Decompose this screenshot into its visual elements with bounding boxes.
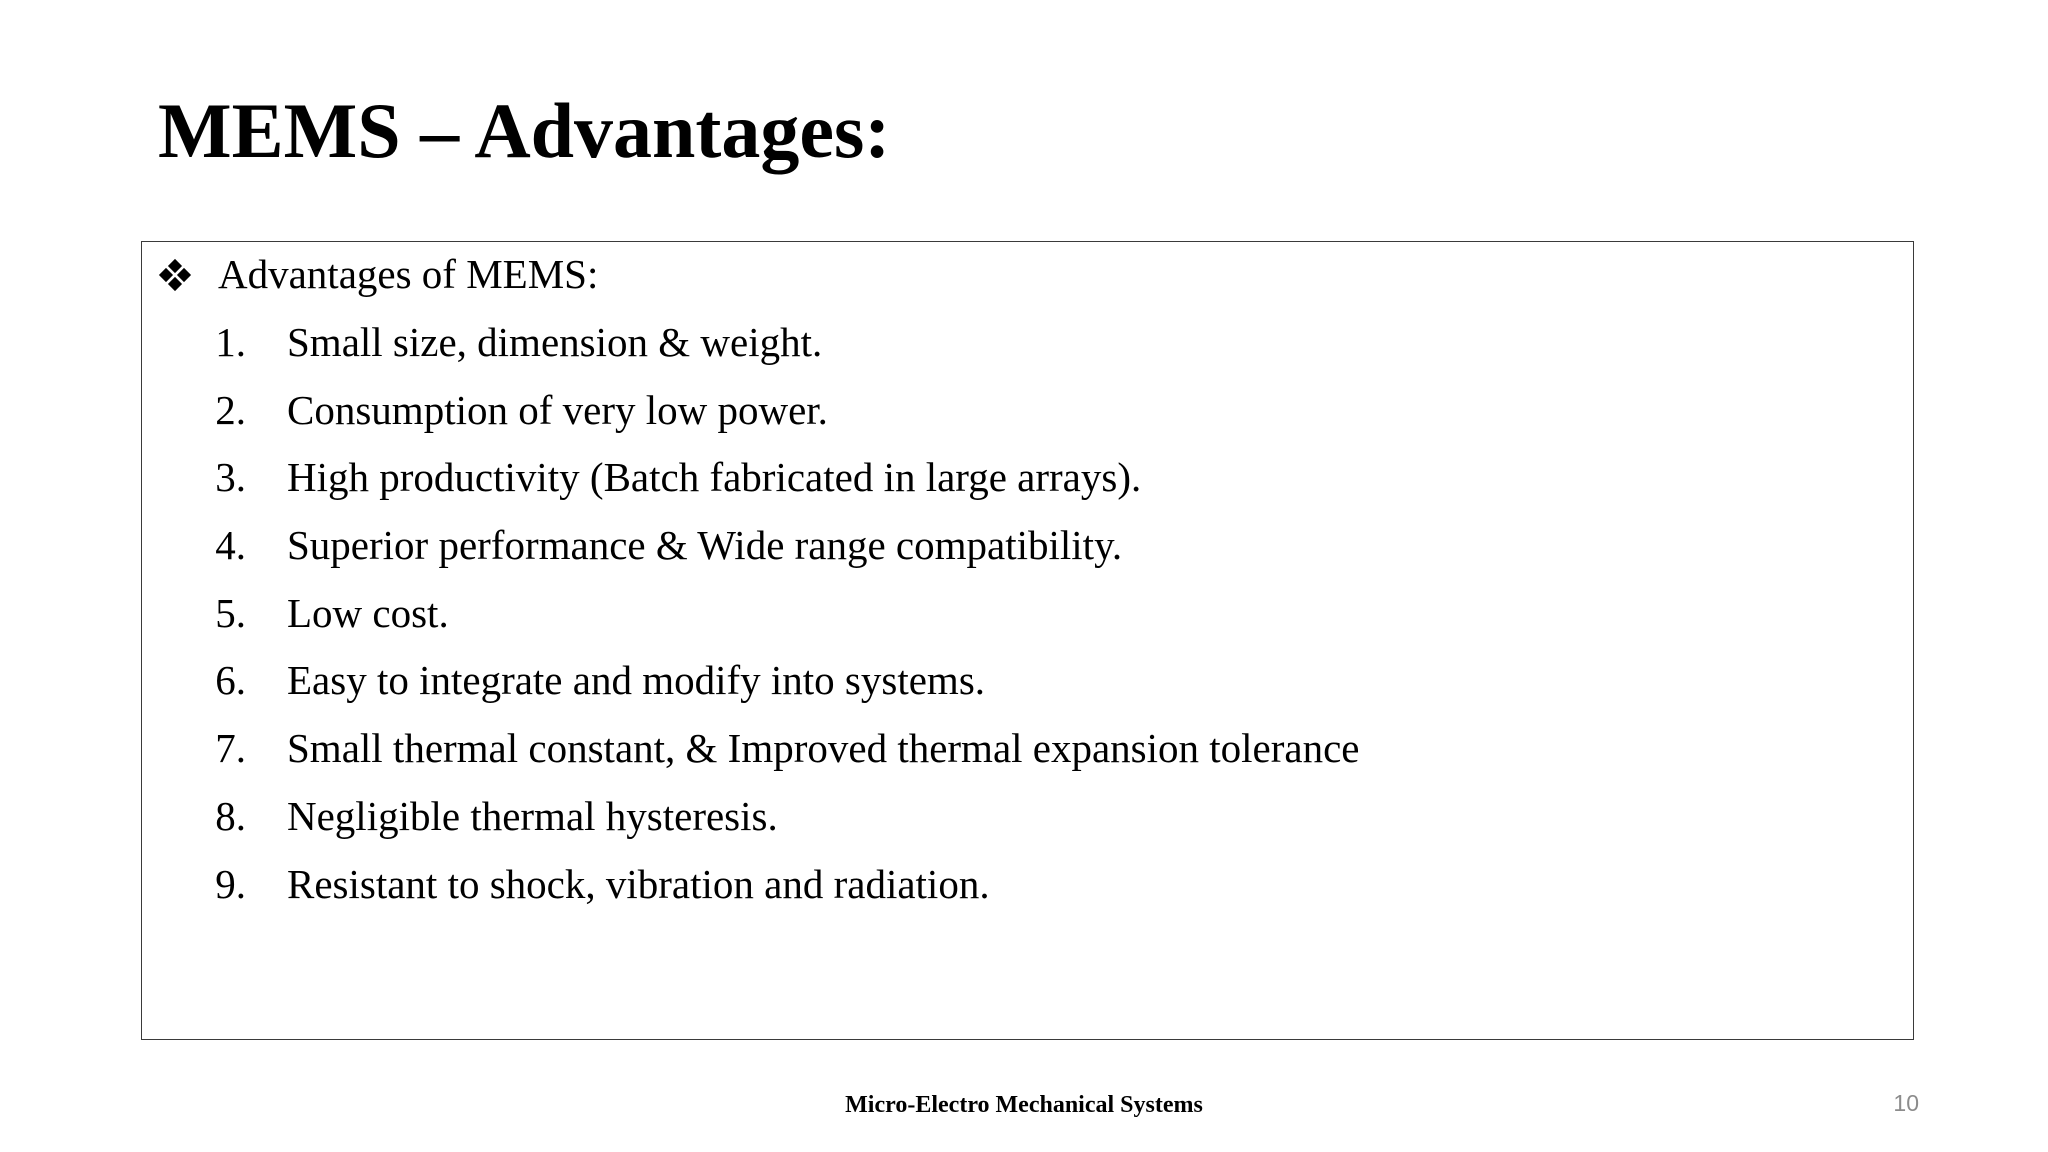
- item-text: Low cost.: [287, 589, 449, 636]
- item-number: 6.: [215, 657, 246, 704]
- list-item: [142, 861, 1360, 929]
- list-item: [142, 793, 1360, 861]
- item-number: 9.: [215, 860, 246, 907]
- slide-title: MEMS – Advantages:: [158, 87, 891, 174]
- list-item: [142, 387, 1360, 455]
- item-text: Small thermal constant, & Improved thermal expansion tolerance: [287, 725, 1360, 772]
- item-text: High productivity (Batch fabricated in large arrays).: [287, 454, 1142, 501]
- item-number: 1.: [215, 319, 246, 365]
- list-item: [142, 454, 1360, 522]
- list-item: [142, 657, 1360, 725]
- item-number: 2.: [215, 386, 246, 433]
- item-text: Easy to integrate and modify into systems.: [287, 657, 986, 704]
- diamond-bullet-icon: [160, 260, 190, 290]
- advantages-list: [142, 319, 1360, 928]
- slide-footer: Micro-Electro Mechanical Systems: [845, 1092, 1203, 1118]
- list-item: [142, 522, 1360, 590]
- item-text: Small size, dimension & weight.: [287, 319, 823, 365]
- item-number: 7.: [215, 725, 246, 772]
- item-number: 4.: [215, 522, 246, 569]
- item-text: Resistant to shock, vibration and radiation.: [287, 860, 990, 907]
- intro-line: [160, 250, 598, 299]
- item-number: 3.: [215, 454, 246, 501]
- item-number: 8.: [215, 792, 246, 839]
- item-text: Consumption of very low power.: [287, 386, 828, 433]
- intro-text: Advantages of MEMS:: [218, 251, 599, 297]
- item-text: Negligible thermal hysteresis.: [287, 792, 778, 839]
- item-text: Superior performance & Wide range compatibility.: [287, 522, 1123, 569]
- list-item: [142, 725, 1360, 793]
- page-number: 10: [1893, 1090, 1919, 1116]
- content-box: [141, 241, 1914, 1040]
- item-number: 5.: [215, 589, 246, 636]
- list-item: [142, 319, 1360, 387]
- list-item: [142, 590, 1360, 658]
